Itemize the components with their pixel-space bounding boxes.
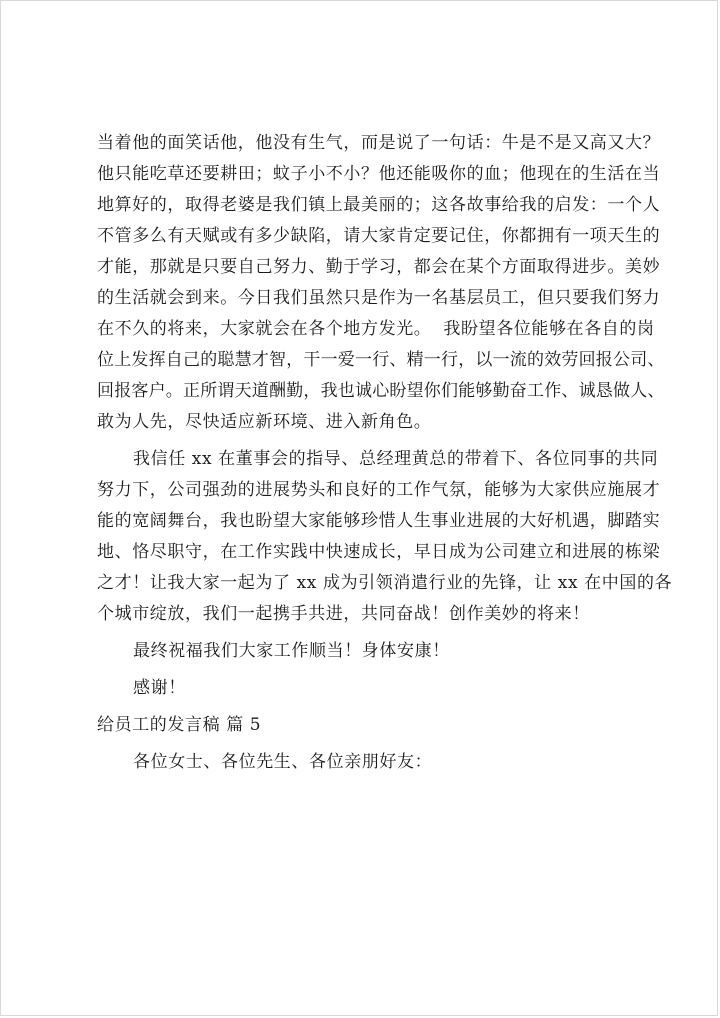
paragraph xyxy=(97,444,673,630)
text-line: 能的宽阔舞台，我也盼望大家能够珍惜人生事业进展的大好机遇，脚踏实 xyxy=(97,511,661,531)
text-line: 地算好的，取得老婆是我们镇上最美丽的；这各故事给我的启发：一个人 xyxy=(97,195,661,215)
paragraph xyxy=(97,128,665,438)
text-line: 个城市绽放，我们一起携手共进，共同奋战！创作美妙的将来！ xyxy=(97,604,590,624)
document-body xyxy=(97,128,673,778)
paragraph xyxy=(97,636,637,667)
text-line: 之才！让我大家一起为了 xx 成为引领消遣行业的先锋，让 xx 在中国的各 xyxy=(97,573,673,593)
text-line: 位上发挥自己的聪慧才智，干一爱一行、精一行，以一流的效劳回报公司、 xyxy=(97,350,665,370)
text-line: 当着他的面笑话他，他没有生气，而是说了一句话：牛是不是又高又大？ xyxy=(97,133,661,153)
paragraph xyxy=(97,747,637,778)
section-heading xyxy=(97,710,637,741)
text-line: 的生活就会到来。今日我们虽然只是作为一名基层员工，但只要我们努力 xyxy=(97,288,661,308)
text-line: 地、恪尽职守，在工作实践中快速成长，早日成为公司建立和进展的栋梁 xyxy=(97,542,661,562)
text-line: 在不久的将来，大家就会在各个地方发光。 我盼望各位能够在各自的岗 xyxy=(97,319,655,339)
heading-text: 给员工的发言稿 篇 5 xyxy=(97,715,262,735)
text-line: 最终祝福我们大家工作顺当！身体安康！ xyxy=(133,641,450,661)
text-line: 敢为人先，尽快适应新环境、进入新角色。 xyxy=(97,412,432,432)
text-line: 他只能吃草还要耕田；蚊子小不小？他还能吸你的血；他现在的生活在当 xyxy=(97,164,661,184)
text-line: 才能，那就是只要自己努力、勤于学习，都会在某个方面取得进步。美妙 xyxy=(97,257,661,277)
text-line: 回报客户。正所谓天道酬勤，我也诚心盼望你们能够勤奋工作、诚恳做人、 xyxy=(97,381,665,401)
text-line: 不管多么有天赋或有多少缺陷，请大家肯定要记住，你都拥有一项天生的 xyxy=(97,226,661,246)
text-line: 感谢！ xyxy=(133,678,186,698)
text-line: 各位女士、各位先生、各位亲朋好友： xyxy=(133,752,433,772)
text-line: 努力下，公司强劲的进展势头和良好的工作气氛，能够为大家供应施展才 xyxy=(97,480,661,500)
paragraph xyxy=(97,673,637,704)
text-line: 我信任 xx 在董事会的指导、总经理黄总的带着下、各位同事的共同 xyxy=(133,449,659,469)
